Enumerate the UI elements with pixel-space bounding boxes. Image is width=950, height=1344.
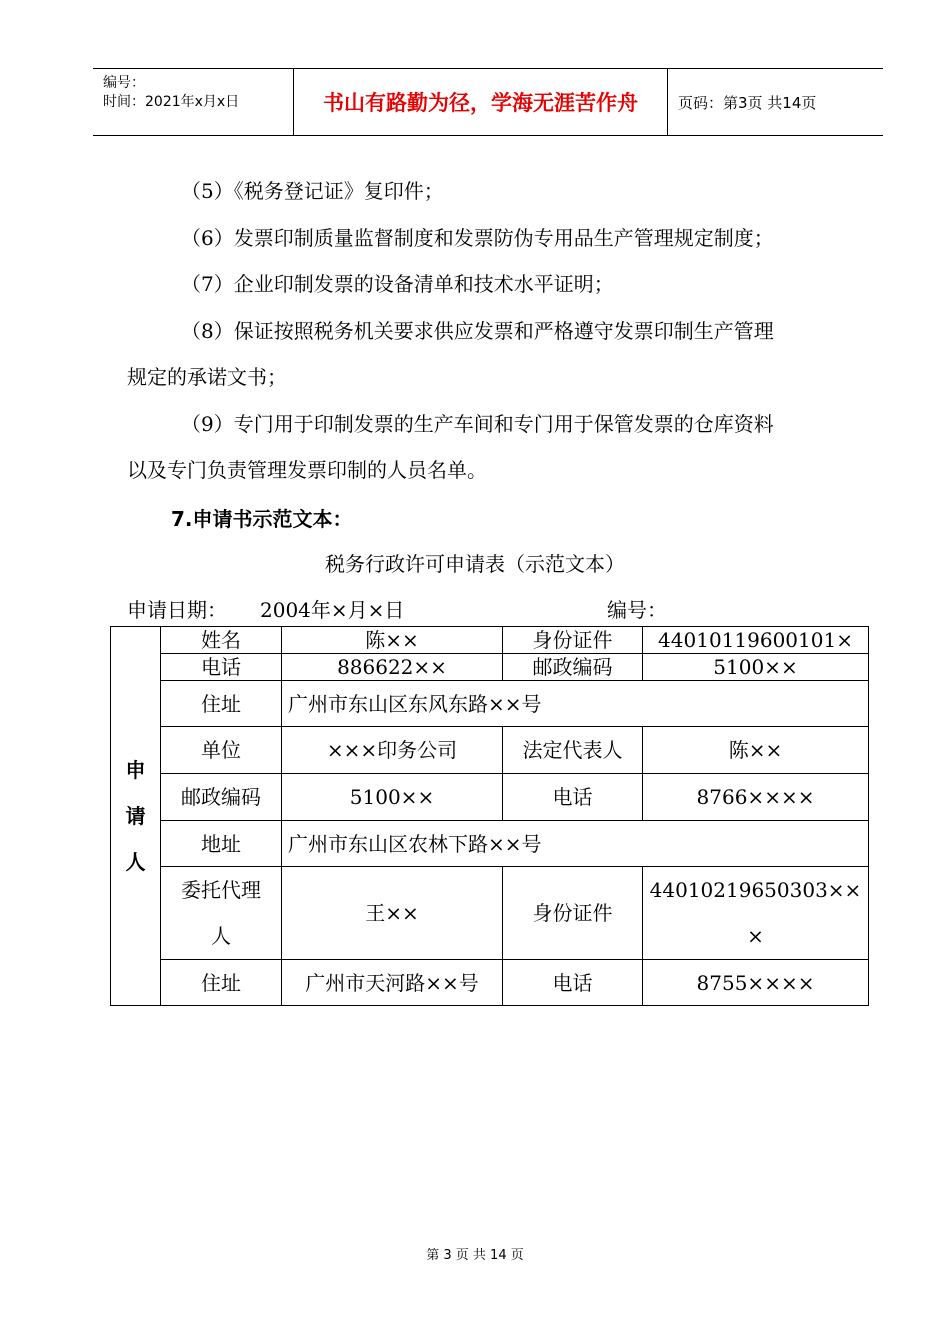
cell-value: ×××印务公司 [282, 727, 503, 774]
paragraph-7: （7）企业印制发票的设备清单和技术水平证明； [181, 272, 614, 296]
page-footer: 第 3 页 共 14 页 [426, 1248, 524, 1263]
side-char: 人 [125, 850, 146, 874]
cell-value: 44010119600101× [643, 627, 869, 654]
cell-value: 广州市天河路××号 [282, 960, 503, 1006]
table-row [111, 867, 869, 960]
date-value: 2004年×月×日 [260, 598, 405, 622]
table-row [111, 727, 869, 774]
cell-label: 住址 [161, 960, 282, 1006]
side-char: 申 [125, 758, 146, 782]
cell-label: 身份证件 [503, 867, 643, 960]
cell-label [161, 867, 282, 960]
cell-label: 地址 [161, 821, 282, 867]
cell-value: 陈×× [282, 627, 503, 654]
table-row [111, 774, 869, 821]
cell-label: 身份证件 [503, 627, 643, 654]
cell-label: 电话 [503, 960, 643, 1006]
cell-label: 单位 [161, 727, 282, 774]
cell-value: 王×× [282, 867, 503, 960]
cell-value: 8766×××× [643, 774, 869, 821]
header-time-label: 时间：2021年x月x日 [103, 94, 240, 110]
cell-label: 法定代表人 [503, 727, 643, 774]
paragraph-6: （6）发票印制质量监督制度和发票防伪专用品生产管理规定制度； [181, 226, 774, 250]
cell-value: 886622×× [282, 654, 503, 681]
cell-label: 邮政编码 [161, 774, 282, 821]
agent-label-line: 委托代理 [181, 878, 261, 902]
table-row [111, 821, 869, 867]
page-header [93, 68, 883, 136]
paragraph-9-cont: 以及专门负责管理发票印制的人员名单。 [127, 458, 487, 482]
agent-id-line: × [747, 924, 764, 948]
section-heading: 7.申请书示范文本： [171, 507, 353, 531]
agent-id-line: 44010219650303×× [649, 878, 862, 902]
paragraph-8: （8）保证按照税务机关要求供应发票和严格遵守发票印制生产管理 [181, 319, 774, 343]
cell-value: 广州市东山区东风东路××号 [282, 681, 869, 727]
table-row [111, 654, 869, 681]
table-row [111, 627, 869, 654]
table-row [111, 960, 869, 1006]
paragraph-9: （9）专门用于印制发票的生产车间和专门用于保管发票的仓库资料 [181, 412, 774, 436]
application-table [110, 626, 869, 1006]
paragraph-8-cont: 规定的承诺文书； [127, 365, 287, 389]
cell-value: 5100×× [643, 654, 869, 681]
header-meta-cell [93, 69, 294, 135]
form-title: 税务行政许可申请表（示范文本） [325, 552, 625, 576]
cell-label: 邮政编码 [503, 654, 643, 681]
cell-value: 5100×× [282, 774, 503, 821]
cell-value: 陈×× [643, 727, 869, 774]
date-label: 申请日期： [127, 598, 227, 622]
header-motto: 书山有路勤为径，学海无涯苦作舟 [294, 69, 668, 135]
cell-label: 住址 [161, 681, 282, 727]
table-row [111, 681, 869, 727]
agent-label-line: 人 [211, 924, 231, 948]
cell-label: 电话 [161, 654, 282, 681]
side-char: 请 [125, 804, 146, 828]
cell-value: 8755×××× [643, 960, 869, 1006]
cell-value [643, 867, 869, 960]
cell-label: 姓名 [161, 627, 282, 654]
applicant-side-label [111, 627, 161, 1006]
header-page-info: 页码：第3页 共14页 [678, 93, 817, 112]
header-number-label: 编号： [103, 75, 145, 91]
form-number-label: 编号： [607, 598, 667, 622]
cell-label: 电话 [503, 774, 643, 821]
cell-value: 广州市东山区农林下路××号 [282, 821, 869, 867]
paragraph-5: （5）《税务登记证》复印件； [181, 179, 444, 203]
